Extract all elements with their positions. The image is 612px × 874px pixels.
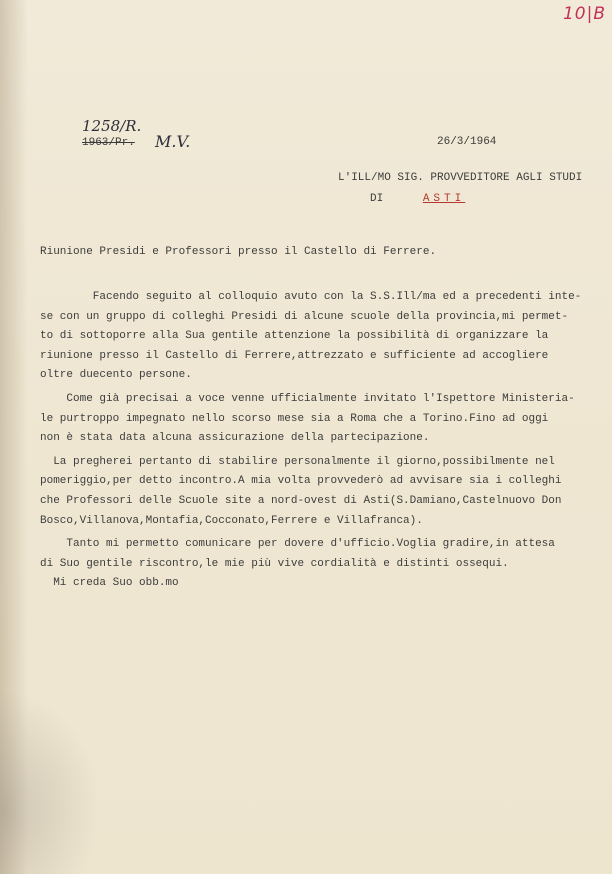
body-line: Tanto mi permetto comunicare per dovere d'ufficio.Voglia gradire,in attesa <box>40 538 555 551</box>
body-line: Come già precisai a voce venne ufficialmente invitato l'Ispettore Ministeria- <box>40 392 575 405</box>
body-line: non è stata data alcuna assicurazione della partecipazione. <box>40 432 430 445</box>
body-line: La pregherei pertanto di stabilire personalmente il giorno,possibilmente nel <box>40 455 555 468</box>
letter-date: 26/3/1964 <box>437 136 497 148</box>
body-line: le purtroppo impegnato nello scorso mese sia a Roma che a Torino.Fino ad oggi <box>40 412 549 425</box>
handwritten-initials: M.V. <box>155 132 191 151</box>
body-line: pomeriggio,per detto incontro.A mia volta provvederò ad avvisare sia i colleghi <box>40 475 562 488</box>
paper-stain <box>0 690 100 874</box>
addressee-city: ASTI <box>422 193 466 205</box>
body-line: oltre duecento persone. <box>40 369 192 382</box>
corner-annotation: 10|B <box>562 4 606 24</box>
addressee-line: L'ILL/MO SIG. PROVVEDITORE AGLI STUDI <box>338 172 583 184</box>
body-line: che Professori delle Scuole site a nord-ovest di Asti(S.Damiano,Castelnuovo Don <box>40 494 562 507</box>
protocol-number-typed: 1963/Pr. <box>82 137 135 149</box>
letter-body <box>40 288 600 594</box>
body-line: Bosco,Villanova,Montafia,Cocconato,Ferrere e Villafranca). <box>40 514 423 527</box>
body-line: riunione presso il Castello di Ferrere,attrezzato e sufficiente ad accogliere <box>40 349 549 362</box>
letter-subject: Riunione Presidi e Professori presso il Castello di Ferrere. <box>40 246 437 258</box>
body-line: to di sottoporre alla Sua gentile attenzione la possibilità di organizzare la <box>40 330 549 343</box>
protocol-number-handwritten: 1258/R. <box>82 117 142 135</box>
body-line: Facendo seguito al colloquio avuto con la S.S.Ill/ma ed a precedenti inte- <box>40 291 582 303</box>
body-line: se con un gruppo di colleghi Presidi di alcune scuole della provincia,mi permet- <box>40 310 569 323</box>
addressee-city-line <box>370 193 465 205</box>
closing-line: Mi creda Suo obb.mo <box>40 577 179 590</box>
addressee-city-prefix: DI <box>370 193 384 205</box>
body-line: di Suo gentile riscontro,le mie più vive cordialità e distinti ossequi. <box>40 557 509 570</box>
